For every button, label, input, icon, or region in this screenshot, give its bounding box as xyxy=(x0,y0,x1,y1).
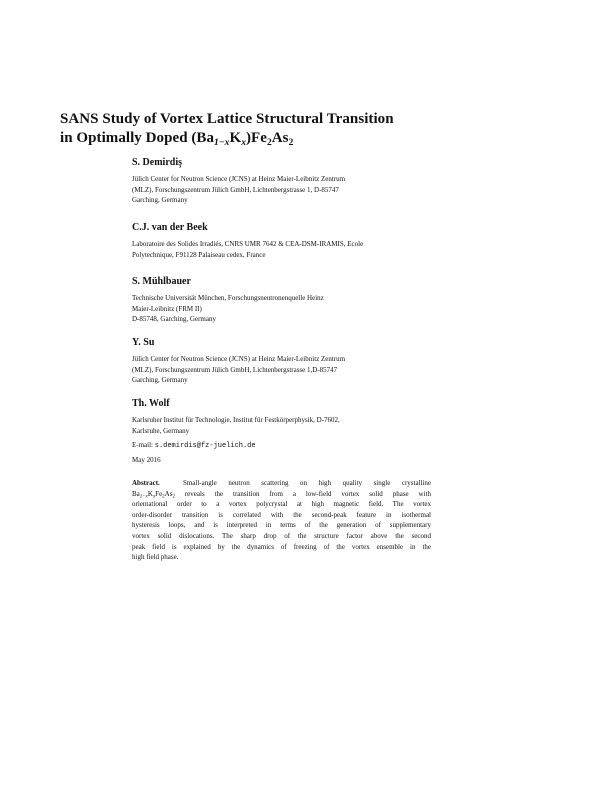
formula-sub: 2 xyxy=(162,494,165,500)
abstract-line xyxy=(132,489,431,500)
author-block-5 xyxy=(132,398,442,451)
affiliation-line: (MLZ), Forschungszentrum Jülich GmbH, Lichtenbergstrasse 1,D-85747 xyxy=(132,365,338,374)
formula-as: As xyxy=(164,489,173,498)
email-label: E-mail: xyxy=(132,441,155,450)
title-mid: )Fe xyxy=(246,130,267,146)
date-block xyxy=(132,455,442,465)
formula-ba: Ba xyxy=(132,489,140,498)
affiliation-line: Laboratoire des Solides Irradiés, CNRS UMR 7642 & CEA-DSM-IRAMIS, Ecole xyxy=(132,240,364,248)
abstract-line-2-text: reveals the transition from a low-field vortex solid phase with xyxy=(174,489,431,498)
paper-title xyxy=(60,110,480,148)
formula-k: K xyxy=(147,489,153,498)
title-as: As xyxy=(271,130,289,146)
author-block-2 xyxy=(132,222,442,260)
formula-sub: 1−x xyxy=(139,494,148,500)
abstract xyxy=(132,478,431,563)
title-k: K xyxy=(229,130,242,146)
title-sub-2: x xyxy=(241,138,246,148)
abstract-line xyxy=(132,478,431,489)
author-name: Y. Su xyxy=(132,337,155,348)
title-sub-4: 2 xyxy=(288,138,294,148)
title-line-2-prefix: in Optimally Doped (Ba xyxy=(60,130,215,146)
abstract-line: vortex solid dislocations. The sharp drop of the structure factor above the second xyxy=(132,531,431,540)
email-line xyxy=(132,440,442,451)
affiliation-line: D-85748, Garching, Germany xyxy=(132,315,216,324)
abstract-line-1-text: Small-angle neutron scattering on high quality single crystalline xyxy=(182,479,431,487)
formula-fe: Fe xyxy=(155,489,163,498)
title-sub-1: 1−x xyxy=(214,138,230,148)
abstract-line: high field phase. xyxy=(132,553,179,562)
author-block-4 xyxy=(132,337,442,386)
abstract-label: Abstract. xyxy=(132,479,160,487)
affiliation-line: Karlsruher Institut für Technologie, Institut für Festkörperphysik, D-7602, xyxy=(132,416,340,424)
title-sub-3: 2 xyxy=(266,138,272,148)
author-block-1 xyxy=(132,157,442,206)
affiliation-line: Garching, Germany xyxy=(132,196,188,205)
email-link[interactable]: s.demirdis@fz-juelich.de xyxy=(154,442,256,451)
publication-date: May 2016 xyxy=(132,456,161,464)
abstract-line: order-disorder transition is correlated with the second-peak feature in isothermal xyxy=(132,510,431,519)
author-name: C.J. van der Beek xyxy=(132,222,208,233)
title-line-2 xyxy=(60,129,480,148)
affiliation-line: Maier-Leibnitz (FRM II) xyxy=(132,304,202,313)
affiliation-line: Karlsruhe, Germany xyxy=(132,426,190,435)
affiliation-line: Polytechnique, F91128 Palaiseau cedex, France xyxy=(132,250,266,259)
affiliation-line: (MLZ), Forschungszentrum Jülich GmbH, Lichtenbergstrasse 1, D-85747 xyxy=(132,185,339,194)
author-block-3 xyxy=(132,276,442,325)
affiliation-line: Technische Universität München, Forschungsneutronenquelle Heinz xyxy=(132,294,324,302)
formula-sub: x xyxy=(152,494,156,500)
abstract-line: hysteresis loops, and is interpreted in terms of the generation of supplementary xyxy=(132,521,431,530)
author-name: Th. Wolf xyxy=(132,398,170,409)
author-name: S. Mühlbauer xyxy=(132,276,191,287)
affiliation-line: Jülich Center for Neutron Science (JCNS) at Heinz Maier-Leibnitz Zentrum xyxy=(132,355,346,363)
abstract-line: orientational order to a vortex polycrystal at high magnetic field. The vortex xyxy=(132,500,431,509)
author-name: S. Demirdiş xyxy=(132,157,182,168)
affiliation-line: Jülich Center for Neutron Science (JCNS) at Heinz Maier-Leibnitz Zentrum xyxy=(132,175,346,183)
formula-sub: 2 xyxy=(172,494,175,500)
abstract-line: peak field is explained by the dynamics of freezing of the vortex ensemble in the xyxy=(132,542,431,551)
title-line-1: SANS Study of Vortex Lattice Structural Transition xyxy=(60,111,394,127)
affiliation-line: Garching, Germany xyxy=(132,376,188,385)
